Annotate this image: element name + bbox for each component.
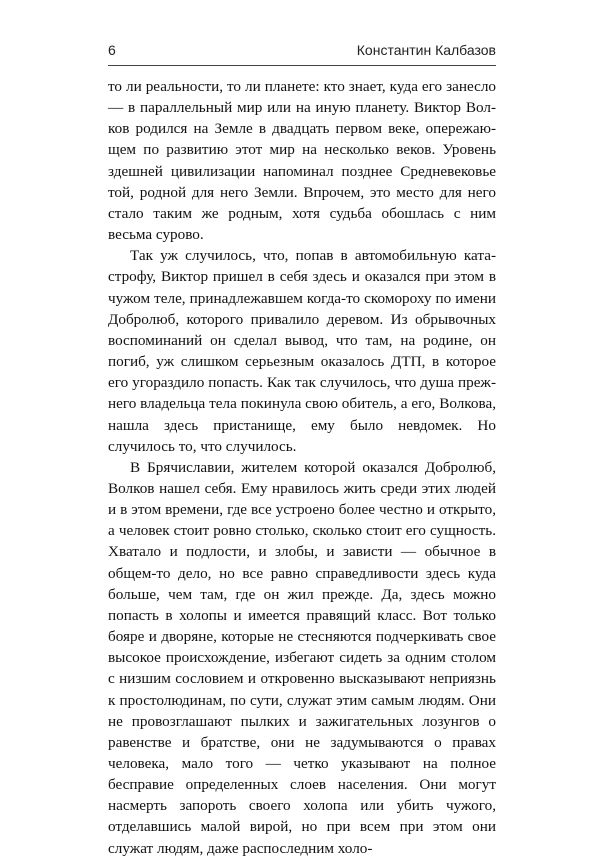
header-rule [108, 65, 496, 66]
page-number: 6 [108, 42, 116, 58]
running-title: Константин Калбазов [356, 42, 496, 58]
running-header [108, 42, 496, 58]
paragraph-1: то ли реальности, то ли планете: кто знает, куда его занесло — в параллельный мир или на иную планету. Виктор Волков родился на Земле в двадцать первом веке, опережающем по развитию этот мир на несколько веков. Уровень здешней цивилизации напоминал позднее Средневековье той, родной для него Земли. Впрочем, это место для него стало таким же родным, хотя судьба обошлась с ним весьма сурово. [108, 78, 496, 244]
paragraph-2: Так уж случилось, что, попав в автомобильную катастрофу, Виктор пришел в себя здесь и оказался при этом в чужом теле, принадлежавшем когда-то скомороху по имени Добролюб, которого привалило деревом. Из обрывочных воспоминаний он сделал вывод, что там, на родине, он погиб, уж слишком серьезным оказалось ДТП, в которое его угораздило попасть. Как так случилось, что душа прежнего владельца тела покинула свою обитель, а его, Волкова, нашла здесь пристанище, ему было невдомек. Но случилось то, что случилось. [108, 247, 496, 455]
paragraph-3: В Брячиславии, жителем которой оказался Добролюб, Волков нашел себя. Ему нравилось жить среди этих людей и в этом времени, где все устроено более честно и открыто, а человек стоит ровно столько, сколько стоит его сущность. Хватало и подлости, и злобы, и зависти — обычное в общем-то дело, но все равно справедливости здесь куда больше, чем там, где он жил прежде. Да, здесь можно попасть в холопы и имеется правящий класс. Вот только бояре и дворяне, которые не стесняются подчеркивать свое высокое происхождение, избегают сидеть за одним столом с низшим сословием и откровенно высказывают неприязнь к простолюдинам, по сути, служат этим самым людям. Они не провозглашают пылких и зажигательных лозунгов о равенстве и братстве, они не задумываются о правах человека, мало того — четко указывают на полное бесправие определенных слоев населения. Они могут насмерть запороть своего холопа или убить чужого, отделавшись малой вирой, но при всем при этом они служат людям, даже распоследним холо- [108, 458, 496, 857]
body-text [108, 76, 496, 859]
